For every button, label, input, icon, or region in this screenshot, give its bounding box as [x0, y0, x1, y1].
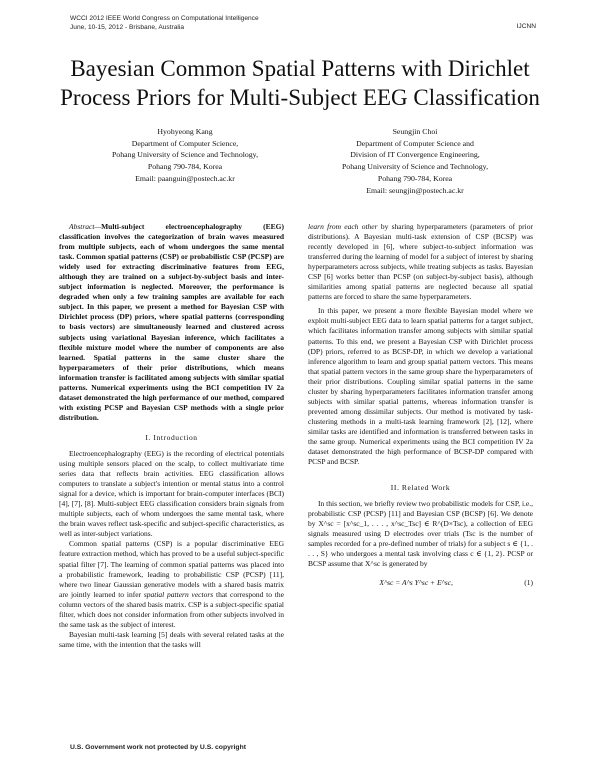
paragraph: In this paper, we present a more flexible Bayesian model where we exploit multi-subject EEG data to learn spatial patterns for a target subject, which facilitates information transfer among subjects with similar spatial patterns. To this end, we present a Bayesian CSP with Dirichlet process (DP) priors, referred to as BCSP-DP, in which we develop a variational inference algorithm to learn and group spatial pattern vectors. This means that spatial pattern vectors in the same group share the hyperparameters of their prior distributions. Coupling similar spatial patterns in the same cluster by sharing hyperparameters facilitates information transfer among subjects with similar spatial patterns, whereas information transfer is prevented among dissimilar subjects. Our method is motivated by task-clustering methods in a multi-task learning framework [2], [12], where similar tasks are identified and information is transferred between tasks in the same group. Numerical experiments using the BCI competition IV 2a dataset demonstrated the high performance of BCSP-DP compared with PCSP and BCSP.: [308, 306, 533, 467]
conference-header: [70, 15, 259, 32]
author-email: Email: seungjin@postech.ac.kr: [366, 185, 464, 195]
author-name: Hyohyeong Kang: [157, 127, 213, 136]
author-affiliation: Department of Computer Science and: [356, 138, 474, 148]
copyright-footer: U.S. Government work not protected by U.S. copyright: [70, 744, 246, 751]
equation-1: [308, 578, 533, 588]
section-heading-introduction: I. Introduction: [145, 432, 198, 442]
paragraph: Bayesian multi-task learning [5] deals with several related tasks at the same time, with the intention that the tasks will: [59, 629, 284, 649]
conference-name: WCCI 2012 IEEE World Congress on Computational Intelligence: [70, 15, 259, 22]
emphasis: learn from each other: [308, 222, 378, 231]
right-column: [308, 222, 533, 596]
left-column: [59, 222, 284, 650]
author-address: Pohang 790-784, Korea: [377, 173, 453, 183]
author-name: Seungjin Choi: [392, 127, 438, 136]
author-block-2: [300, 126, 530, 196]
paragraph-text: Common spatial patterns (CSP) is a popular discriminative EEG feature extraction method, which has proved to be a useful subject-specific spatial filter [7]. The learning of common spatial patterns was placed into a probabilistic framework, leading to probabilistic CSP (PCSP) [11], where two linear Gaussian generative models with a shared basis matrix are jointly learned to infer: [59, 539, 284, 599]
abstract-text: Multi-subject electroencephalography (EEG) classification involves the categorization of brain waves measured from multiple subjects, each of whom undergoes the same mental task. Common spatial patterns (CSP) or probabilistic CSP (PCSP) are widely used for extracting discriminative features from EEG, although they are trained on a subject-by-subject basis and inter-subject information is neglected. Moreover, the performance is degraded when only a few training samples are available for each subject. In this paper, we present a method for Bayesian CSP with Dirichlet process (DP) priors, where spatial patterns (corresponding to basis vectors) are simultaneously learned and clustered across subjects using variational Bayesian inference, which facilitates a flexible mixture model where the number of components are also learned. Spatial patterns in the same cluster share the hyperparameters of their prior distributions, which means information transfer is facilitated among subjects with similar spatial patterns. Numerical experiments using the BCI competition IV 2a dataset demonstrated the high performance of our method, compared with existing PCSP and Bayesian CSP methods with a single prior distribution.: [59, 222, 284, 422]
equation-number: (1): [524, 577, 533, 587]
emphasis: spatial pattern vectors: [143, 589, 214, 599]
paragraph: In this section, we briefly review two probabilistic models for CSP, i.e., probabilistic CSP (PCSP) [11] and Bayesian CSP (BCSP) [6]. We denote by X^sc = [x^sc_1, . . . , x^sc_Tsc] ∈ R^(D×Tsc), a collection of EEG signals measured using D electrodes over trials (Tsc is the number of samples recorded for a pre-defined number of trials) for a subject s ∈ {1, . . . , S} who undergoes a mental task involving class c ∈ {1, 2}. PCSP or BCSP assume that X^sc is generated by: [308, 499, 533, 569]
author-block-1: [70, 126, 300, 185]
paper-title: Bayesian Common Spatial Patterns with Dirichlet Process Priors for Multi-Subject EEG Classification: [60, 56, 540, 110]
abstract: [59, 222, 284, 423]
conference-date-place: June, 10-15, 2012 - Brisbane, Australia: [70, 23, 184, 31]
equation-body: X^sc = A^s Y^sc + E^sc,: [379, 577, 453, 587]
paragraph: [308, 222, 533, 302]
paragraph: Electroencephalography (EEG) is the recording of electrical potentials using multiple sensors placed on the scalp, to collect multivariate time series data that reflects brain activities. EEG classification allows computers to translate a subject's intention or mental status into a control signal for a device, which is important for brain-computer interfaces (BCI) [4], [7], [8]. Multi-subject EEG classification considers brain signals from multiple subjects, each of whom undergoes the same mental task, where the brain waves reflect task-specific and subject-specific characteristics, as well as inter-subject variations.: [59, 448, 284, 539]
section-heading-related-work: II. Related Work: [390, 483, 451, 493]
track-label: IJCNN: [516, 23, 536, 30]
paragraph-text: by sharing hyperparameters (parameters of prior distributions). A Bayesian multi-task extension of CSP (BCSP) was recently developed in [6], where subject-to-subject information was transferred during the learning of model for a subject of interest by sharing hyperparameters across subjects, while treating subjects as tasks. Bayesian CSP [6] works better than PCSP (on subject-by-subject basis), although similarities among spatial patterns are neglected because all spatial patterns are forced to share the same hyperparameters.: [308, 222, 533, 302]
paragraph: [59, 539, 284, 629]
author-address: Pohang 790-784, Korea: [147, 162, 223, 172]
author-affiliation: Pohang University of Science and Technology,: [111, 150, 259, 160]
author-affiliation: Division of IT Convergence Engineering,: [350, 150, 480, 160]
author-affiliation: Department of Computer Science,: [131, 138, 239, 148]
author-affiliation: Pohang University of Science and Technology,: [341, 162, 489, 172]
paragraph-text: that correspond to the column vectors of the shared basis matrix. CSP is a subject-specific spatial filter, which does not consider information from other subjects involved in the same task as the subject of interest.: [59, 589, 284, 629]
abstract-lead: Abstract—: [69, 222, 102, 231]
author-email: Email: paanguin@postech.ac.kr: [135, 173, 235, 183]
